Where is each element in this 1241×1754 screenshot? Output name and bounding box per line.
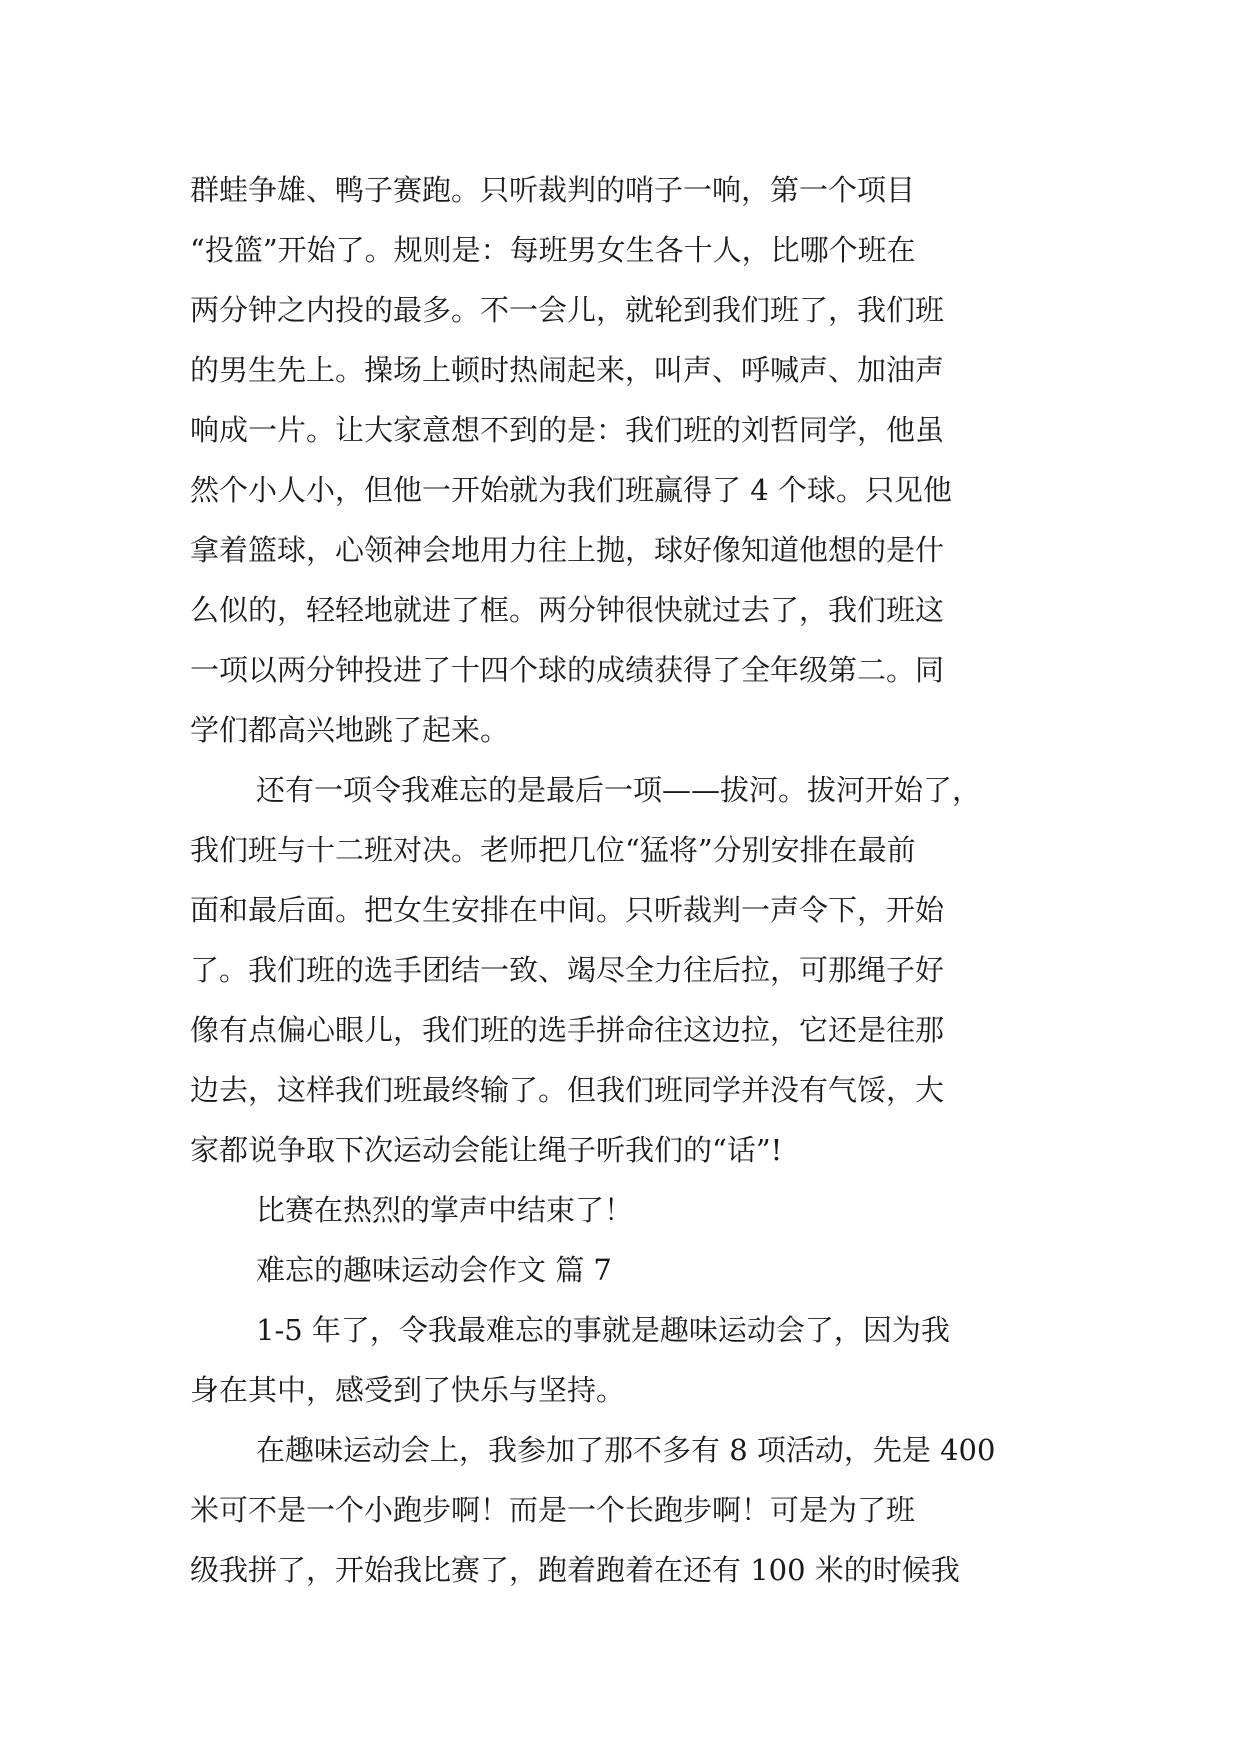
text-line: 还有一项令我难忘的是最后一项——拔河。拔河开始了， [256, 773, 982, 807]
text-line: 学们都高兴地跳了起来。 [190, 713, 510, 747]
text-line: 响成一片。让大家意想不到的是：我们班的刘哲同学，他虽 [190, 413, 945, 447]
text-line: 比赛在热烈的掌声中结束了！ [256, 1193, 634, 1227]
text-line: 难忘的趣味运动会作文 篇 7 [256, 1253, 612, 1287]
text-line: 然个小人小，但他一开始就为我们班赢得了 4 个球。只见他 [190, 473, 952, 507]
text-line: 像有点偏心眼儿，我们班的选手拼命往这边拉，它还是往那 [190, 1013, 945, 1047]
text-line: “投篮”开始了。规则是：每班男女生各十人，比哪个班在 [190, 233, 916, 267]
text-line: 家都说争取下次运动会能让绳子听我们的“话”! [190, 1133, 783, 1167]
text-line: 米可不是一个小跑步啊！而是一个长跑步啊！可是为了班 [190, 1493, 916, 1527]
text-line: 的男生先上。操场上顿时热闹起来，叫声、呼喊声、加油声 [190, 353, 945, 387]
text-line: 么似的，轻轻地就进了框。两分钟很快就过去了，我们班这 [190, 593, 945, 627]
text-line: 级我拼了，开始我比赛了，跑着跑着在还有 100 米的时候我 [190, 1553, 960, 1587]
text-line: 身在其中，感受到了快乐与坚持。 [190, 1373, 626, 1407]
text-line: 了。我们班的选手团结一致、竭尽全力往后拉，可那绳子好 [190, 953, 945, 987]
text-line: 一项以两分钟投进了十四个球的成绩获得了全年级第二。同 [190, 653, 945, 687]
text-line: 1-5 年了，令我最难忘的事就是趣味运动会了，因为我 [256, 1313, 950, 1347]
text-line: 群蛙争雄、鸭子赛跑。只听裁判的哨子一响，第一个项目 [190, 173, 916, 207]
text-line: 边去，这样我们班最终输了。但我们班同学并没有气馁，大 [190, 1073, 945, 1107]
text-line: 我们班与十二班对决。老师把几位“猛将”分别安排在最前 [190, 833, 916, 867]
text-line: 面和最后面。把女生安排在中间。只听裁判一声令下，开始 [190, 893, 945, 927]
text-line: 在趣味运动会上，我参加了那不多有 8 项活动，先是 400 [256, 1433, 996, 1467]
text-line: 两分钟之内投的最多。不一会儿，就轮到我们班了，我们班 [190, 293, 945, 327]
text-line: 拿着篮球，心领神会地用力往上抛，球好像知道他想的是什 [190, 533, 945, 567]
body-text [190, 160, 1052, 1600]
